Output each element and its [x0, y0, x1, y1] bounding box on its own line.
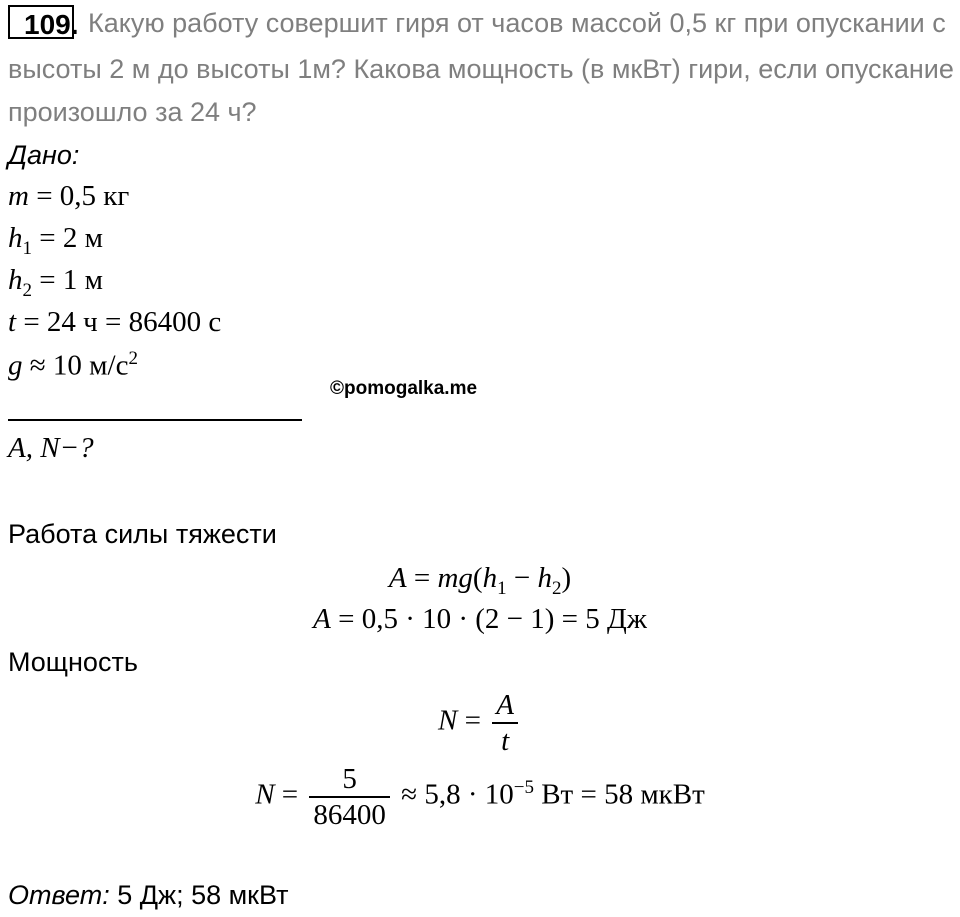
time-value: = 24 ч = 86400 с: [16, 306, 222, 338]
given-time: [8, 306, 221, 339]
problem-text-line-3: произошло за 24 ч?: [8, 97, 257, 127]
power-calc-numerator: 5: [342, 763, 357, 795]
work-calc-rhs: = 0,5 · 10 · (2 − 1) = 5 Дж: [330, 603, 647, 635]
gravity-value: ≈ 10 м/с: [22, 349, 129, 382]
power-formula-numerator: A: [496, 689, 514, 721]
gravity-exponent: 2: [128, 348, 138, 369]
work-formula-minus: −: [506, 562, 538, 594]
height2-subscript: 2: [22, 279, 32, 301]
power-heading: Мощность: [8, 647, 138, 677]
work-formula-s2: 2: [551, 577, 562, 599]
problem-number: 109.: [24, 9, 79, 40]
height2-value: = 1 м: [32, 264, 103, 296]
power-calc-exponent: −5: [513, 777, 534, 798]
given-mass: [8, 180, 129, 213]
find-line: A, N−?: [8, 432, 94, 464]
height1-symbol: h: [8, 222, 23, 254]
mass-value: = 0,5 кг: [28, 180, 130, 212]
given-height-2: [8, 264, 103, 302]
power-calc-fraction: [309, 762, 390, 832]
time-symbol: t: [8, 306, 17, 338]
power-formula-lhs: N: [438, 704, 458, 737]
work-formula-lhs: A: [388, 562, 407, 594]
power-formula-denominator: t: [501, 725, 510, 757]
work-formula-mg: mg: [437, 562, 473, 594]
given-heading: Дано:: [8, 140, 80, 170]
power-formula-fraction: [492, 688, 518, 758]
work-heading: Работа силы тяжести: [8, 519, 277, 549]
given-height-1: [8, 222, 103, 260]
power-calc-denominator: 86400: [313, 799, 386, 831]
power-formula-eq: =: [457, 704, 489, 737]
given-gravity: [8, 348, 138, 383]
work-formula-close: ): [561, 562, 572, 594]
height2-symbol: h: [8, 264, 23, 296]
power-formula: [0, 688, 960, 758]
work-formula-h2: h: [537, 562, 552, 594]
gravity-symbol: g: [8, 349, 23, 382]
height1-value: = 2 м: [32, 222, 103, 254]
power-calculation: [0, 762, 960, 832]
answer-label: Ответ:: [8, 880, 110, 910]
height1-subscript: 1: [22, 237, 32, 259]
watermark: ©pomogalka.me: [330, 378, 478, 399]
problem-text-line-1: Какую работу совершит гиря от часов массой 0,5 кг при опускании с: [88, 8, 946, 38]
work-calculation: [0, 603, 960, 636]
work-formula: [0, 562, 960, 600]
work-formula-h1: h: [482, 562, 498, 594]
work-formula-eq: =: [406, 562, 438, 594]
answer-line: [8, 880, 288, 911]
power-calc-rhs: ≈ 5,8 · 10: [393, 778, 514, 811]
given-divider: [8, 419, 302, 421]
power-calc-eq: =: [274, 778, 306, 811]
power-calc-rhs2: Вт = 58 мкВт: [533, 778, 705, 811]
work-formula-open: (: [472, 562, 483, 594]
work-calc-lhs: A: [313, 603, 331, 635]
problem-text-line-2: высоты 2 м до высоты 1м? Какова мощность (в мкВт) гири, если опускание: [8, 54, 954, 84]
problem-number-box: [8, 5, 79, 40]
mass-symbol: m: [8, 180, 29, 212]
power-calc-lhs: N: [255, 778, 275, 811]
answer-value: 5 Дж; 58 мкВт: [109, 880, 289, 910]
work-formula-s1: 1: [497, 577, 507, 599]
